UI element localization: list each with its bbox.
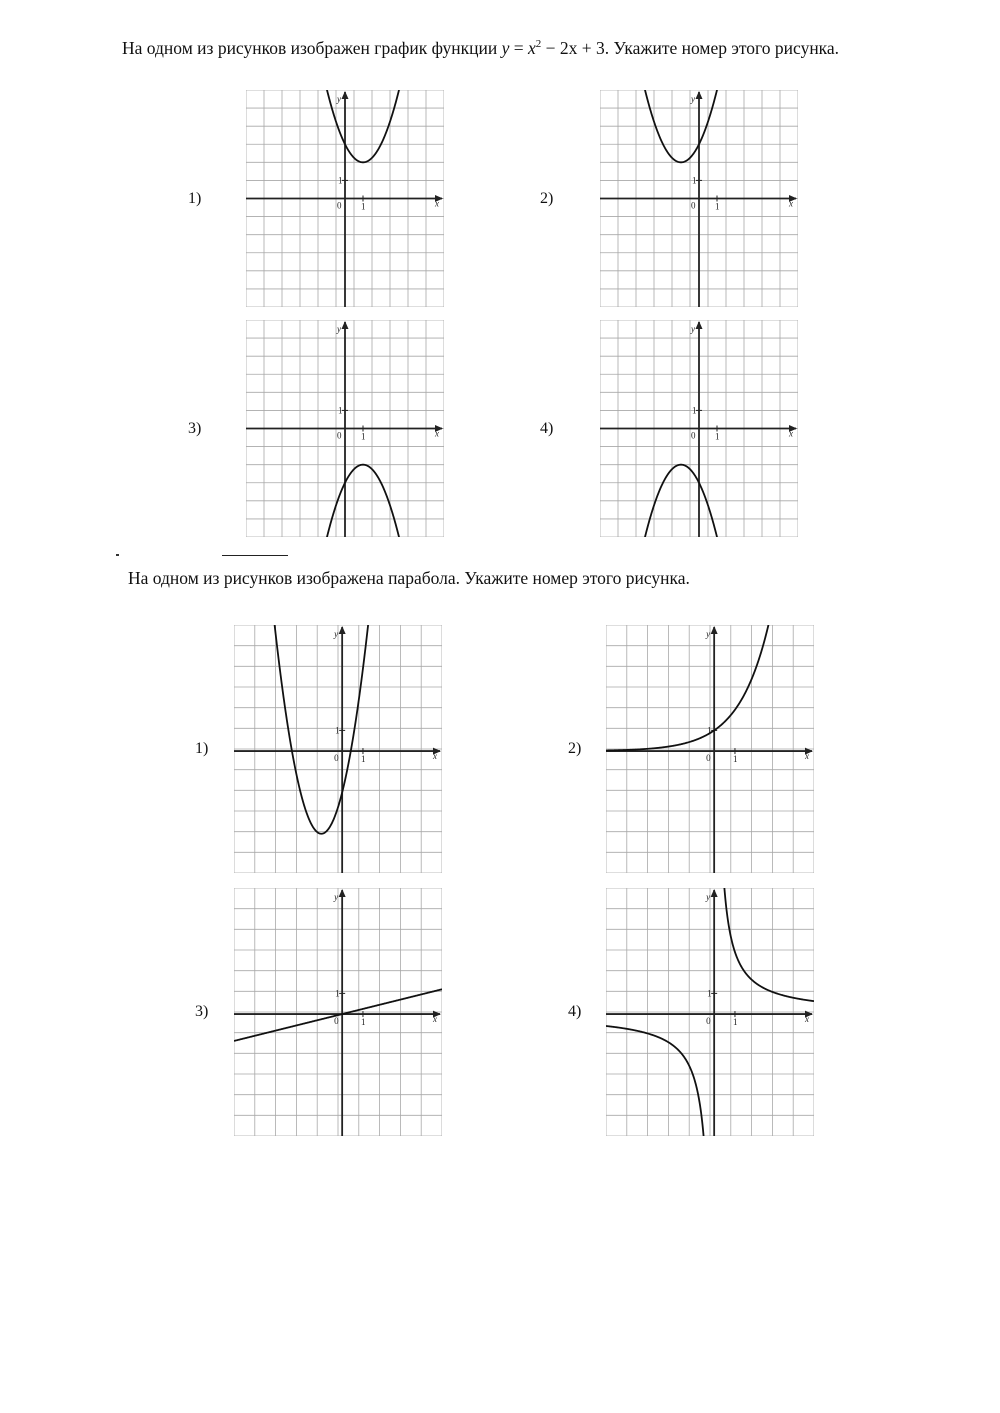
x-unit-label: 1 bbox=[361, 201, 366, 212]
x-unit-label: 1 bbox=[715, 201, 720, 212]
task2-label-3: 3) bbox=[195, 1003, 209, 1020]
y-axis-arrow bbox=[711, 626, 718, 634]
task1-question: На одном из рисунков изображен график функции $y = x^2 - 2x + 3$. Укажите номер этого рисунка. bbox=[122, 38, 840, 58]
x-axis-label: x bbox=[435, 428, 439, 439]
x-axis-label: x bbox=[789, 198, 793, 209]
y-axis-arrow bbox=[342, 91, 349, 99]
task2-graph-1 bbox=[234, 625, 442, 873]
task1-graph-1 bbox=[246, 90, 444, 307]
y-unit-label: 1 bbox=[338, 175, 343, 186]
x-unit-label: 1 bbox=[732, 754, 738, 765]
origin-label: 0 bbox=[337, 200, 342, 211]
y-axis-label: y bbox=[706, 892, 711, 902]
task2-graph-2 bbox=[606, 625, 814, 873]
task1-formula: $y = x^2 - 2x + 3$ bbox=[501, 38, 605, 58]
x-axis-label: x bbox=[433, 751, 437, 762]
y-unit-label: 1 bbox=[335, 725, 340, 736]
task2-label-1: 1) bbox=[195, 740, 209, 757]
grid-lines bbox=[234, 625, 442, 873]
y-unit-label: 1 bbox=[707, 725, 712, 736]
x-unit-label: 1 bbox=[360, 754, 366, 765]
y-axis-label: y bbox=[334, 892, 339, 902]
y-unit-label: 1 bbox=[692, 175, 697, 186]
grid-lines bbox=[234, 888, 442, 1136]
y-unit-label: 1 bbox=[707, 988, 712, 999]
x-unit-label: 1 bbox=[732, 1017, 738, 1028]
y-axis-arrow bbox=[711, 889, 718, 897]
task1-label-3: 3) bbox=[188, 420, 202, 437]
task1-graph-3 bbox=[246, 320, 444, 537]
origin-label: 0 bbox=[334, 1016, 339, 1027]
y-axis-arrow bbox=[339, 626, 346, 634]
task2-question: На одном из рисунков изображена парабола. Укажите номер этого рисунка. bbox=[128, 568, 690, 588]
y-axis-label: y bbox=[337, 94, 341, 104]
y-axis-arrow bbox=[342, 321, 349, 329]
task1-label-4: 4) bbox=[540, 420, 554, 437]
origin-label: 0 bbox=[691, 200, 696, 211]
x-axis-label: x bbox=[433, 1014, 437, 1025]
function-curve bbox=[273, 625, 370, 834]
task2-label-2: 2) bbox=[568, 740, 582, 757]
x-unit-label: 1 bbox=[715, 431, 720, 442]
task1-label-2: 2) bbox=[540, 190, 554, 207]
task1-label-1: 1) bbox=[188, 190, 202, 207]
origin-label: 0 bbox=[691, 430, 696, 441]
grid-lines bbox=[606, 888, 814, 1136]
task2-label-4: 4) bbox=[568, 1003, 582, 1020]
x-axis-label: x bbox=[789, 428, 793, 439]
y-unit-label: 1 bbox=[335, 988, 340, 999]
origin-label: 0 bbox=[334, 753, 339, 764]
y-axis-arrow bbox=[696, 91, 703, 99]
y-axis-label: y bbox=[334, 629, 339, 639]
origin-label: 0 bbox=[337, 430, 342, 441]
x-unit-label: 1 bbox=[360, 1017, 366, 1028]
x-axis-label: x bbox=[435, 198, 439, 209]
origin-label: 0 bbox=[706, 753, 711, 764]
task1-graph-4 bbox=[600, 320, 798, 537]
task2-graph-4 bbox=[606, 888, 814, 1136]
x-axis-label: x bbox=[805, 1014, 809, 1025]
task2-graph-3 bbox=[234, 888, 442, 1136]
y-axis-label: y bbox=[691, 94, 695, 104]
y-axis-arrow bbox=[696, 321, 703, 329]
x-axis-label: x bbox=[805, 751, 809, 762]
origin-label: 0 bbox=[706, 1016, 711, 1027]
y-axis-label: y bbox=[706, 629, 711, 639]
answer-underline bbox=[222, 555, 288, 556]
task1-graph-2 bbox=[600, 90, 798, 307]
y-axis-label: y bbox=[691, 324, 695, 334]
y-unit-label: 1 bbox=[692, 405, 697, 416]
y-axis-label: y bbox=[337, 324, 341, 334]
x-unit-label: 1 bbox=[361, 431, 366, 442]
stray-mark bbox=[116, 554, 119, 556]
y-axis-arrow bbox=[339, 889, 346, 897]
y-unit-label: 1 bbox=[338, 405, 343, 416]
